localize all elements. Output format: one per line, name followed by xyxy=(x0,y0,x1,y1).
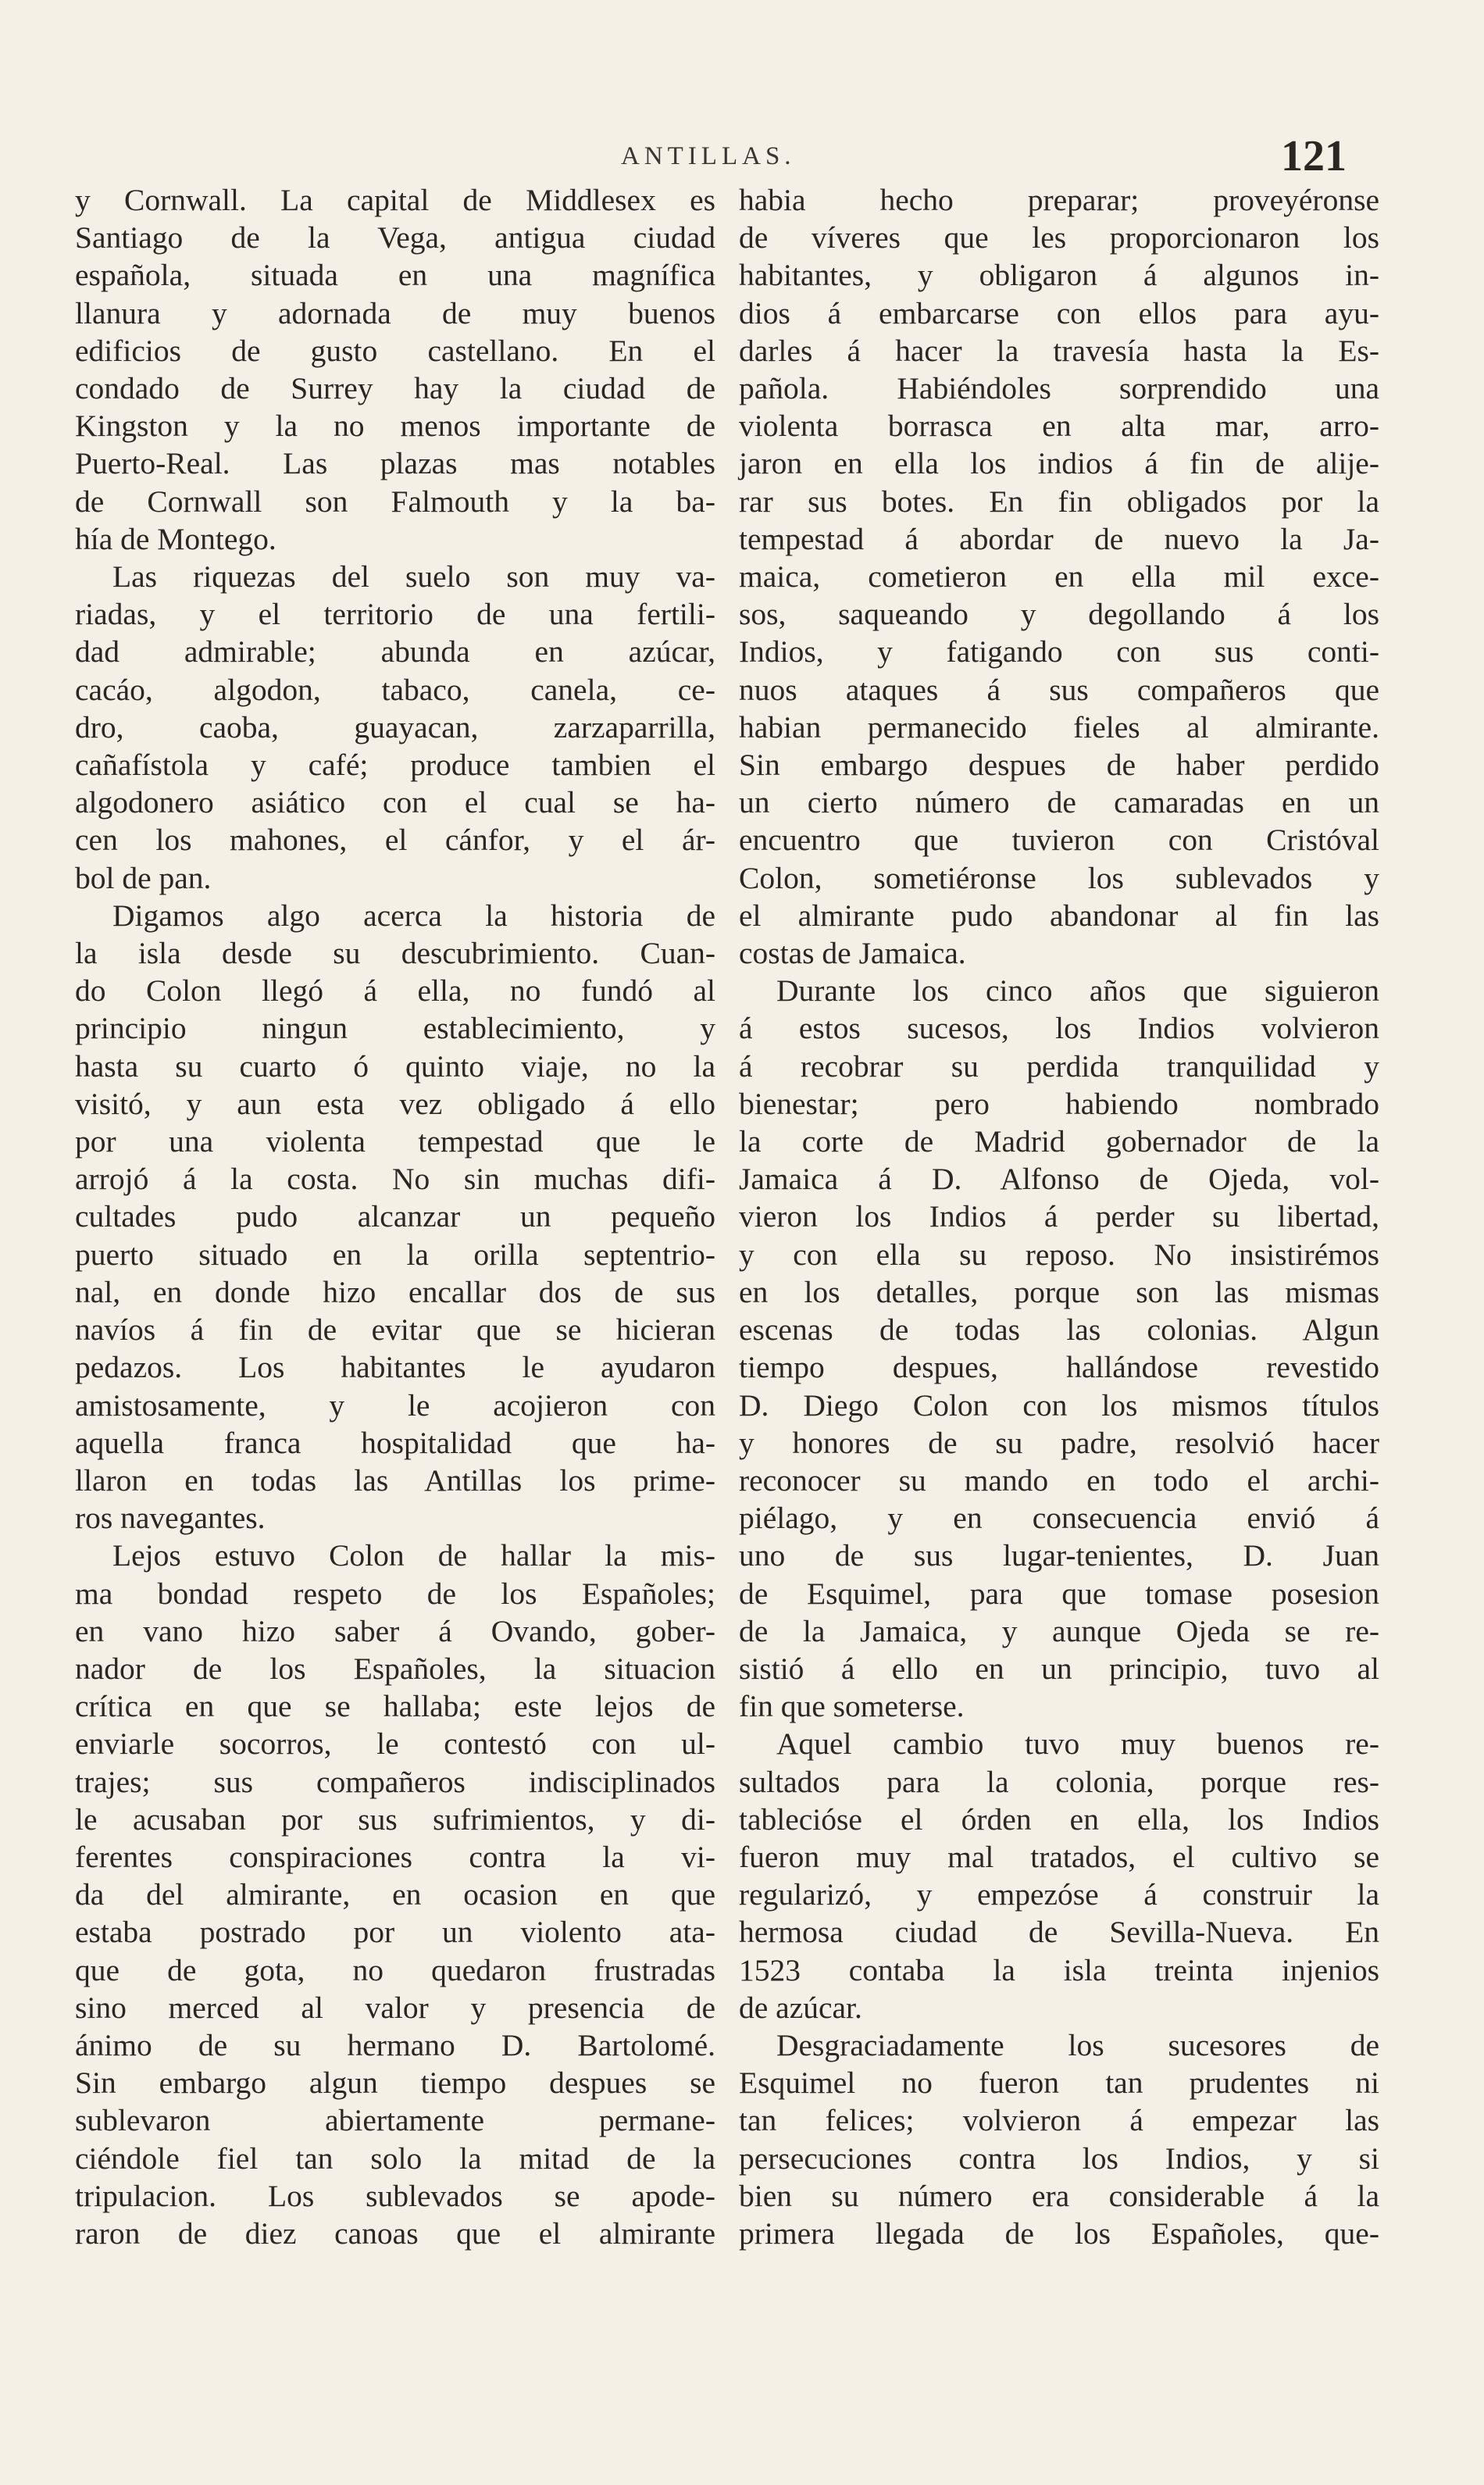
text-column-right xyxy=(739,181,1379,2252)
text-line: cen los mahones, el cánfor, y el ár- xyxy=(75,823,715,858)
text-line: 1523 contaba la isla treinta injenios xyxy=(739,1952,1379,1987)
text-line: costas de Jamaica. xyxy=(739,936,966,971)
text-line: principio ningun establecimiento, y xyxy=(75,1011,715,1046)
text-line: hía de Montego. xyxy=(75,521,276,556)
text-line: nal, en donde hizo encallar dos de sus xyxy=(75,1274,715,1309)
text-line: crítica en que se hallaba; este lejos de xyxy=(75,1689,715,1724)
text-line: pañola. Habiéndoles sorprendido una xyxy=(739,371,1379,406)
text-line: ferentes conspiraciones contra la vi- xyxy=(75,1839,715,1874)
text-line: que de gota, no quedaron frustradas xyxy=(75,1952,715,1987)
text-line: española, situada en una magnífica xyxy=(75,258,715,293)
text-line: bol de pan. xyxy=(75,860,212,895)
text-line: aquella franca hospitalidad que ha- xyxy=(75,1425,715,1460)
text-line: Indios, y fatigando con sus conti- xyxy=(739,634,1379,669)
text-line: Sin embargo despues de haber perdido xyxy=(739,748,1379,783)
text-line: llanura y adornada de muy buenos xyxy=(75,295,715,330)
text-line: rar sus botes. En fin obligados por la xyxy=(739,484,1379,519)
text-line: Durante los cinco años que siguieron xyxy=(776,973,1379,1009)
text-line: uno de sus lugar-tenientes, D. Juan xyxy=(739,1538,1379,1573)
text-line: edificios de gusto castellano. En el xyxy=(75,333,715,368)
text-line: pedazos. Los habitantes le ayudaron xyxy=(75,1350,715,1385)
text-line: estaba postrado por un violento ata- xyxy=(75,1915,715,1950)
text-line: sistió á ello en un principio, tuvo al xyxy=(739,1651,1379,1686)
text-line: Jamaica á D. Alfonso de Ojeda, vol- xyxy=(739,1162,1379,1197)
text-line: llaron en todas las Antillas los prime- xyxy=(75,1462,715,1498)
text-line: en vano hizo saber á Ovando, gober- xyxy=(75,1613,715,1648)
text-line: de azúcar. xyxy=(739,1990,862,2025)
text-line: visitó, y aun esta vez obligado á ello xyxy=(75,1086,715,1121)
text-line: fin que someterse. xyxy=(739,1689,965,1724)
text-line: Santiago de la Vega, antigua ciudad xyxy=(75,220,715,255)
text-line: por una violenta tempestad que le xyxy=(75,1124,715,1159)
text-line: sino merced al valor y presencia de xyxy=(75,1990,715,2025)
text-line: amistosamente, y le acojieron con xyxy=(75,1387,715,1423)
text-line: raron de diez canoas que el almirante xyxy=(75,2215,715,2251)
text-line: da del almirante, en ocasion en que xyxy=(75,1877,715,1912)
text-line: fueron muy mal tratados, el cultivo se xyxy=(739,1839,1379,1874)
text-line: ros navegantes. xyxy=(75,1501,266,1536)
text-line: sublevaron abiertamente permane- xyxy=(75,2103,715,2138)
text-line: puerto situado en la orilla septentrio- xyxy=(75,1237,715,1272)
text-line: nador de los Españoles, la situacion xyxy=(75,1651,715,1686)
text-line: á estos sucesos, los Indios volvieron xyxy=(739,1011,1379,1046)
text-line: tiempo despues, hallándose revestido xyxy=(739,1350,1379,1385)
text-line: en los detalles, porque son las mismas xyxy=(739,1274,1379,1309)
text-line: tempestad á abordar de nuevo la Ja- xyxy=(739,521,1379,556)
text-line: de la Jamaica, y aunque Ojeda se re- xyxy=(739,1613,1379,1648)
text-line: de Esquimel, para que tomase posesion xyxy=(739,1576,1379,1611)
text-line: dro, caoba, guayacan, zarzaparrilla, xyxy=(75,709,715,744)
text-line: navíos á fin de evitar que se hicieran xyxy=(75,1312,715,1348)
text-line: Sin embargo algun tiempo despues se xyxy=(75,2065,715,2101)
text-line: bienestar; pero habiendo nombrado xyxy=(739,1086,1379,1121)
text-line: Digamos algo acerca la historia de xyxy=(112,898,715,933)
text-line: Desgraciadamente los sucesores de xyxy=(776,2027,1379,2062)
text-line: hermosa ciudad de Sevilla-Nueva. En xyxy=(739,1915,1379,1950)
text-line: maica, cometieron en ella mil exce- xyxy=(739,559,1379,594)
text-line: de Cornwall son Falmouth y la ba- xyxy=(75,484,715,519)
text-line: condado de Surrey hay la ciudad de xyxy=(75,371,715,406)
text-line: piélago, y en consecuencia envió á xyxy=(739,1501,1379,1536)
text-column-left xyxy=(75,181,715,2252)
text-line: riadas, y el territorio de una fertili- xyxy=(75,597,715,632)
text-line: de víveres que les proporcionaron los xyxy=(739,220,1379,255)
text-line: encuentro que tuvieron con Cristóval xyxy=(739,823,1379,858)
text-line: algodonero asiático con el cual se ha- xyxy=(75,785,715,820)
text-line: cacáo, algodon, tabaco, canela, ce- xyxy=(75,672,715,707)
text-line: la corte de Madrid gobernador de la xyxy=(739,1124,1379,1159)
text-line: D. Diego Colon con los mismos títulos xyxy=(739,1387,1379,1423)
text-line: tan felices; volvieron á empezar las xyxy=(739,2103,1379,2138)
text-line: escenas de todas las colonias. Algun xyxy=(739,1312,1379,1348)
text-line: nuos ataques á sus compañeros que xyxy=(739,672,1379,707)
text-line: habia hecho preparar; proveyéronse xyxy=(739,183,1379,217)
text-line: hasta su cuarto ó quinto viaje, no la xyxy=(75,1048,715,1084)
text-line: Puerto-Real. Las plazas mas notables xyxy=(75,446,715,481)
text-line: Esquimel no fueron tan prudentes ni xyxy=(739,2065,1379,2101)
text-line: á recobrar su perdida tranquilidad y xyxy=(739,1048,1379,1084)
text-line: sos, saqueando y degollando á los xyxy=(739,597,1379,632)
text-line: cañafístola y café; produce tambien el xyxy=(75,748,715,783)
text-line: ma bondad respeto de los Españoles; xyxy=(75,1576,715,1611)
text-line: cultades pudo alcanzar un pequeño xyxy=(75,1199,715,1234)
text-line: trajes; sus compañeros indisciplinados xyxy=(75,1764,715,1799)
text-line: ánimo de su hermano D. Bartolomé. xyxy=(75,2027,715,2062)
text-line: dad admirable; abunda en azúcar, xyxy=(75,634,715,669)
text-line: el almirante pudo abandonar al fin las xyxy=(739,898,1379,933)
text-line: Las riquezas del suelo son muy va- xyxy=(112,559,715,594)
text-line: regularizó, y empezóse á construir la xyxy=(739,1877,1379,1912)
text-line: ciéndole fiel tan solo la mitad de la xyxy=(75,2140,715,2176)
text-line: un cierto número de camaradas en un xyxy=(739,785,1379,820)
text-line: y Cornwall. La capital de Middlesex es xyxy=(75,183,715,217)
text-line: le acusaban por sus sufrimientos, y di- xyxy=(75,1801,715,1837)
text-line: Aquel cambio tuvo muy buenos re- xyxy=(776,1726,1379,1762)
text-line: vieron los Indios á perder su libertad, xyxy=(739,1199,1379,1234)
text-line: y honores de su padre, resolvió hacer xyxy=(739,1425,1379,1460)
text-line: persecuciones contra los Indios, y si xyxy=(739,2140,1379,2176)
text-line: habitantes, y obligaron á algunos in- xyxy=(739,258,1379,293)
text-line: Lejos estuvo Colon de hallar la mis- xyxy=(112,1538,715,1573)
text-line: darles á hacer la travesía hasta la Es- xyxy=(739,333,1379,368)
text-line: y con ella su reposo. No insistirémos xyxy=(739,1237,1379,1272)
text-line: bien su número era considerable á la xyxy=(739,2178,1379,2213)
text-line: jaron en ella los indios á fin de alije- xyxy=(739,446,1379,481)
text-line: la isla desde su descubrimiento. Cuan- xyxy=(75,936,715,971)
running-header: ANTILLAS. xyxy=(621,142,796,170)
text-line: Kingston y la no menos importante de xyxy=(75,409,715,444)
text-line: tablecióse el órden en ella, los Indios xyxy=(739,1801,1379,1837)
text-line: habian permanecido fieles al almirante. xyxy=(739,709,1379,744)
text-line: do Colon llegó á ella, no fundó al xyxy=(75,973,715,1009)
text-line: Colon, sometiéronse los sublevados y xyxy=(739,860,1379,895)
text-line: dios á embarcarse con ellos para ayu- xyxy=(739,295,1379,330)
text-line: arrojó á la costa. No sin muchas difi- xyxy=(75,1162,715,1197)
text-line: reconocer su mando en todo el archi- xyxy=(739,1462,1379,1498)
text-line: tripulacion. Los sublevados se apode- xyxy=(75,2178,715,2213)
text-line: sultados para la colonia, porque res- xyxy=(739,1764,1379,1799)
text-line: violenta borrasca en alta mar, arro- xyxy=(739,409,1379,444)
text-line: primera llegada de los Españoles, que- xyxy=(739,2215,1379,2251)
text-line: enviarle socorros, le contestó con ul- xyxy=(75,1726,715,1762)
page-number: 121 xyxy=(1281,132,1347,180)
